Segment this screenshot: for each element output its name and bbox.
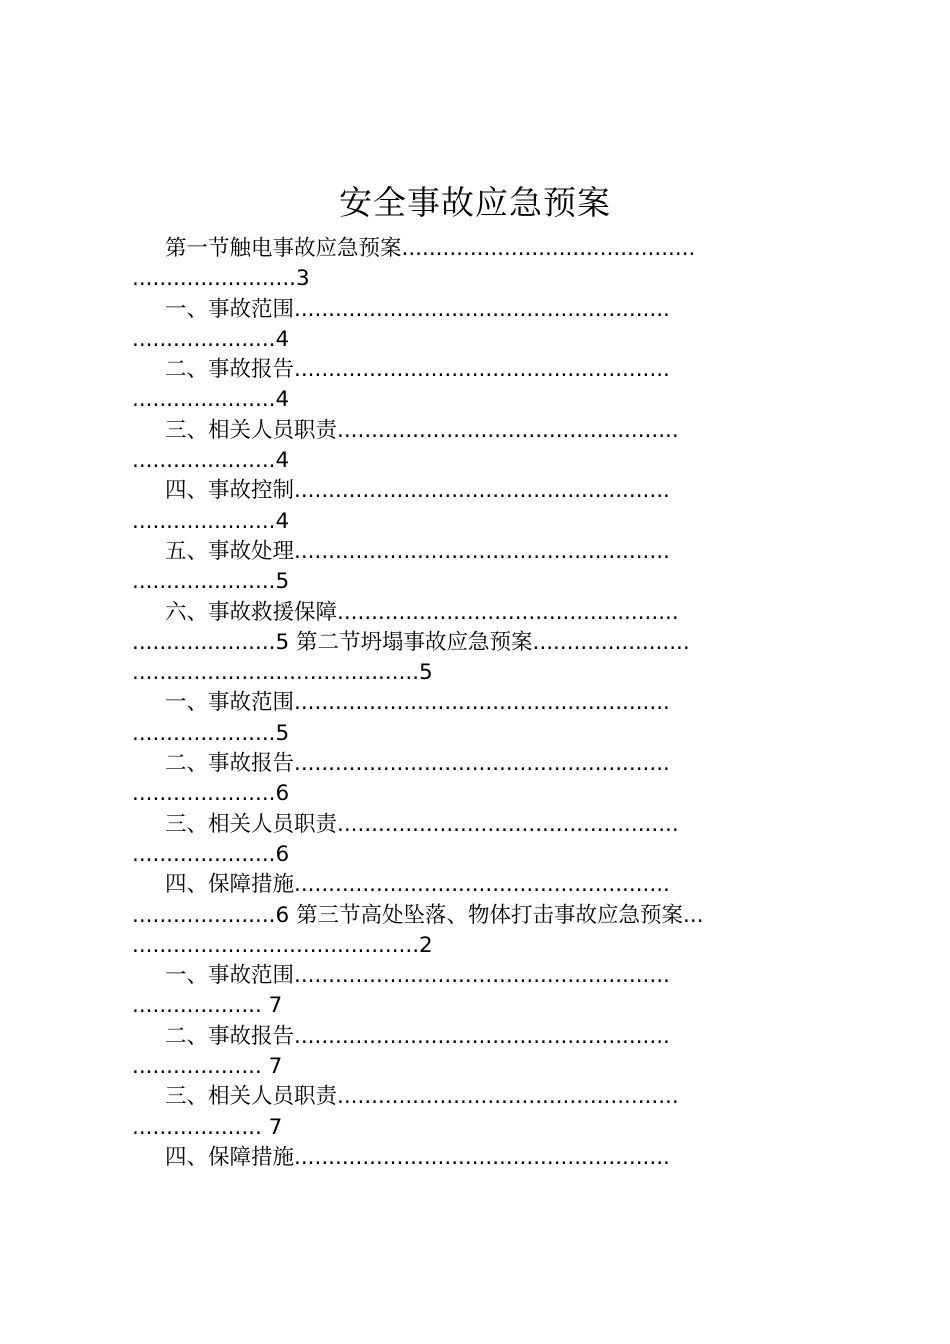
toc-line-text: 二、事故报告....................................................... [165, 751, 670, 777]
toc-line-text: 三、相关人员职责.................................................. [165, 417, 679, 443]
toc-line[interactable] [132, 325, 822, 355]
toc-line-text: 一、事故范围....................................................... [165, 296, 670, 322]
toc-line-text: .....................5 [132, 569, 290, 595]
toc-line-text: 一、事故范围....................................................... [165, 690, 670, 716]
table-of-contents [132, 234, 822, 1173]
toc-line-text: ..........................................5 [132, 660, 433, 686]
toc-line[interactable] [132, 598, 822, 628]
toc-line[interactable] [132, 537, 822, 567]
toc-line[interactable] [132, 234, 822, 264]
toc-line-text: 二、事故报告....................................................... [165, 357, 670, 383]
toc-line[interactable] [132, 961, 822, 991]
toc-line[interactable] [132, 991, 822, 1021]
toc-line[interactable] [132, 416, 822, 446]
toc-line-text: .....................4 [132, 448, 290, 474]
toc-line[interactable] [132, 507, 822, 537]
toc-line-text: ................... 7 [132, 1054, 283, 1080]
toc-line-text: 三、相关人员职责.................................................. [165, 1084, 679, 1110]
toc-line[interactable] [132, 1052, 822, 1082]
toc-line-text: 四、保障措施....................................................... [165, 872, 670, 898]
toc-line-text: .....................6 [132, 841, 290, 867]
toc-line-text: 四、事故控制....................................................... [165, 478, 670, 504]
toc-line-text: .....................6 第三节高处坠落、物体打击事故应急预案... [132, 902, 704, 928]
toc-line-text: .....................6 [132, 781, 290, 807]
toc-line-text: 五、事故处理....................................................... [165, 538, 670, 564]
toc-line-text: .....................5 [132, 720, 290, 746]
toc-line[interactable] [132, 1143, 822, 1173]
toc-line-text: .....................4 [132, 326, 290, 352]
toc-line[interactable] [132, 385, 822, 415]
page-title: 安全事故应急预案 [339, 183, 611, 222]
toc-line[interactable] [132, 931, 822, 961]
toc-line-text: 第一节触电事故应急预案........................................... [165, 236, 696, 261]
toc-line[interactable] [132, 295, 822, 325]
toc-line[interactable] [132, 476, 822, 506]
toc-line[interactable] [132, 446, 822, 476]
toc-line[interactable] [132, 1082, 822, 1112]
toc-line[interactable] [132, 658, 822, 688]
toc-line-text: 六、事故救援保障.................................................. [165, 599, 679, 625]
toc-line[interactable] [132, 840, 822, 870]
toc-line-text: .....................4 [132, 387, 290, 413]
toc-line-text: .....................5 第二节坍塌事故应急预案....................... [132, 629, 690, 655]
toc-line[interactable] [132, 355, 822, 385]
toc-line-text: 二、事故报告....................................................... [165, 1023, 670, 1049]
toc-line[interactable] [132, 870, 822, 900]
toc-line[interactable] [132, 810, 822, 840]
toc-line[interactable] [132, 901, 822, 931]
toc-line-text: .....................4 [132, 508, 290, 534]
toc-line-text: ..........................................2 [132, 932, 433, 958]
toc-line[interactable] [132, 749, 822, 779]
toc-line[interactable] [132, 719, 822, 749]
toc-line[interactable] [132, 688, 822, 718]
toc-line-text: ................... 7 [132, 1114, 283, 1140]
toc-line-text: 三、相关人员职责.................................................. [165, 811, 679, 837]
toc-line[interactable] [132, 628, 822, 658]
toc-line[interactable] [132, 264, 822, 294]
toc-line-text: ........................3 [132, 266, 310, 292]
toc-line[interactable] [132, 567, 822, 597]
toc-line-text: 四、保障措施....................................................... [165, 1144, 670, 1170]
toc-line[interactable] [132, 1022, 822, 1052]
toc-line[interactable] [132, 1113, 822, 1143]
toc-line-text: ................... 7 [132, 993, 283, 1019]
toc-line-text: 一、事故范围....................................................... [165, 963, 670, 989]
toc-line[interactable] [132, 779, 822, 809]
